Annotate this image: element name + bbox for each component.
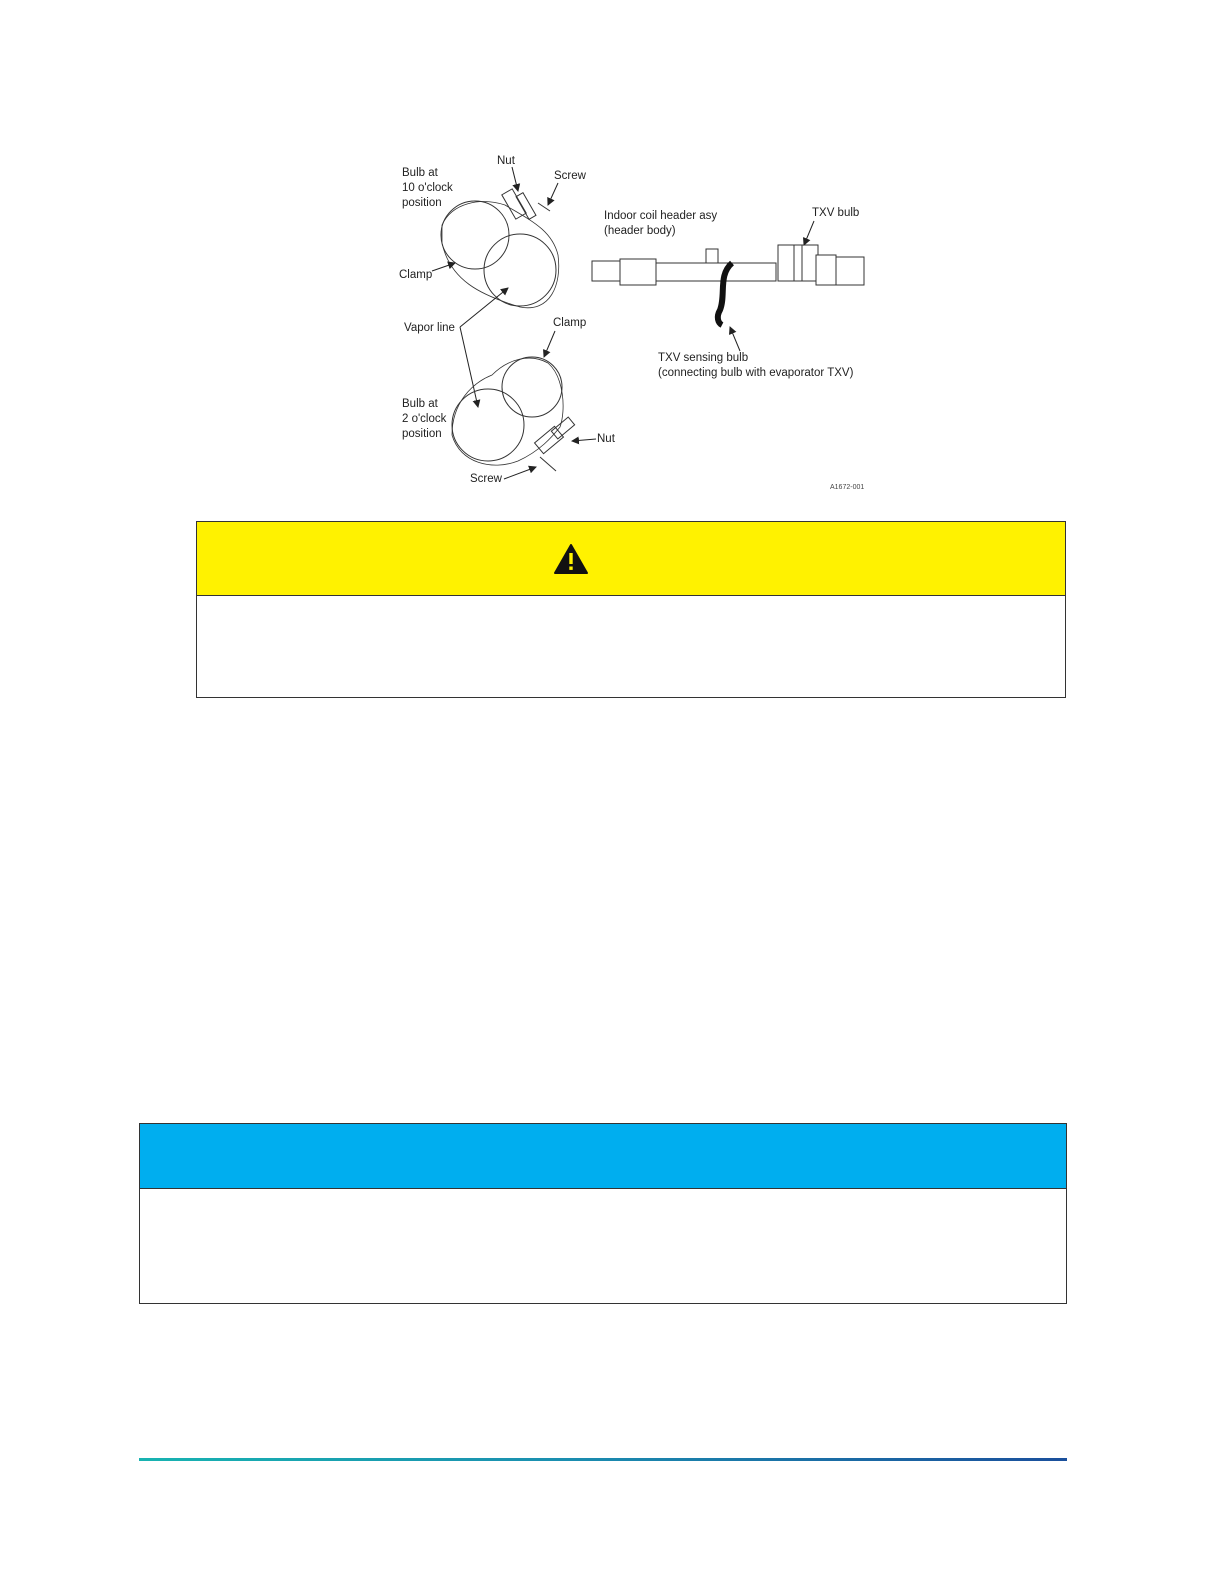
label-sensing-line1: TXV sensing bulb [658, 352, 749, 364]
label-nut-bottom: Nut [597, 433, 615, 445]
caution-body [197, 596, 1065, 699]
footer-rule [139, 1458, 1067, 1461]
figure-drawing [380, 145, 880, 500]
label-bulb10-line1: Bulb at [402, 167, 438, 179]
label-screw-bottom: Screw [470, 473, 502, 485]
label-clamp-right: Clamp [553, 317, 587, 329]
label-txv-bulb: TXV bulb [812, 207, 860, 219]
figure-code: A1672-001 [830, 484, 865, 491]
txv-bulb-mounting-figure [380, 145, 880, 500]
note-header [140, 1124, 1066, 1189]
label-bulb2-line3: position [402, 428, 442, 440]
note-body [140, 1189, 1066, 1305]
label-clamp-left: Clamp [399, 269, 433, 281]
top-clamp-assembly [441, 189, 559, 308]
caution-box [196, 521, 1066, 698]
label-header-line2: (header body) [604, 225, 676, 237]
warning-triangle-icon [553, 543, 589, 575]
label-bulb2-line1: Bulb at [402, 398, 438, 410]
label-bulb2-line2: 2 o'clock [402, 413, 447, 425]
label-header-line1: Indoor coil header asy [604, 210, 718, 222]
label-bulb10-line2: 10 o'clock [402, 182, 453, 194]
note-box [139, 1123, 1067, 1304]
label-screw-top: Screw [554, 170, 586, 182]
label-nut-top: Nut [497, 155, 515, 167]
label-vapor-line: Vapor line [404, 322, 455, 334]
label-sensing-line2: (connecting bulb with evaporator TXV) [658, 367, 854, 379]
caution-header [197, 522, 1065, 596]
label-bulb10-line3: position [402, 197, 442, 209]
